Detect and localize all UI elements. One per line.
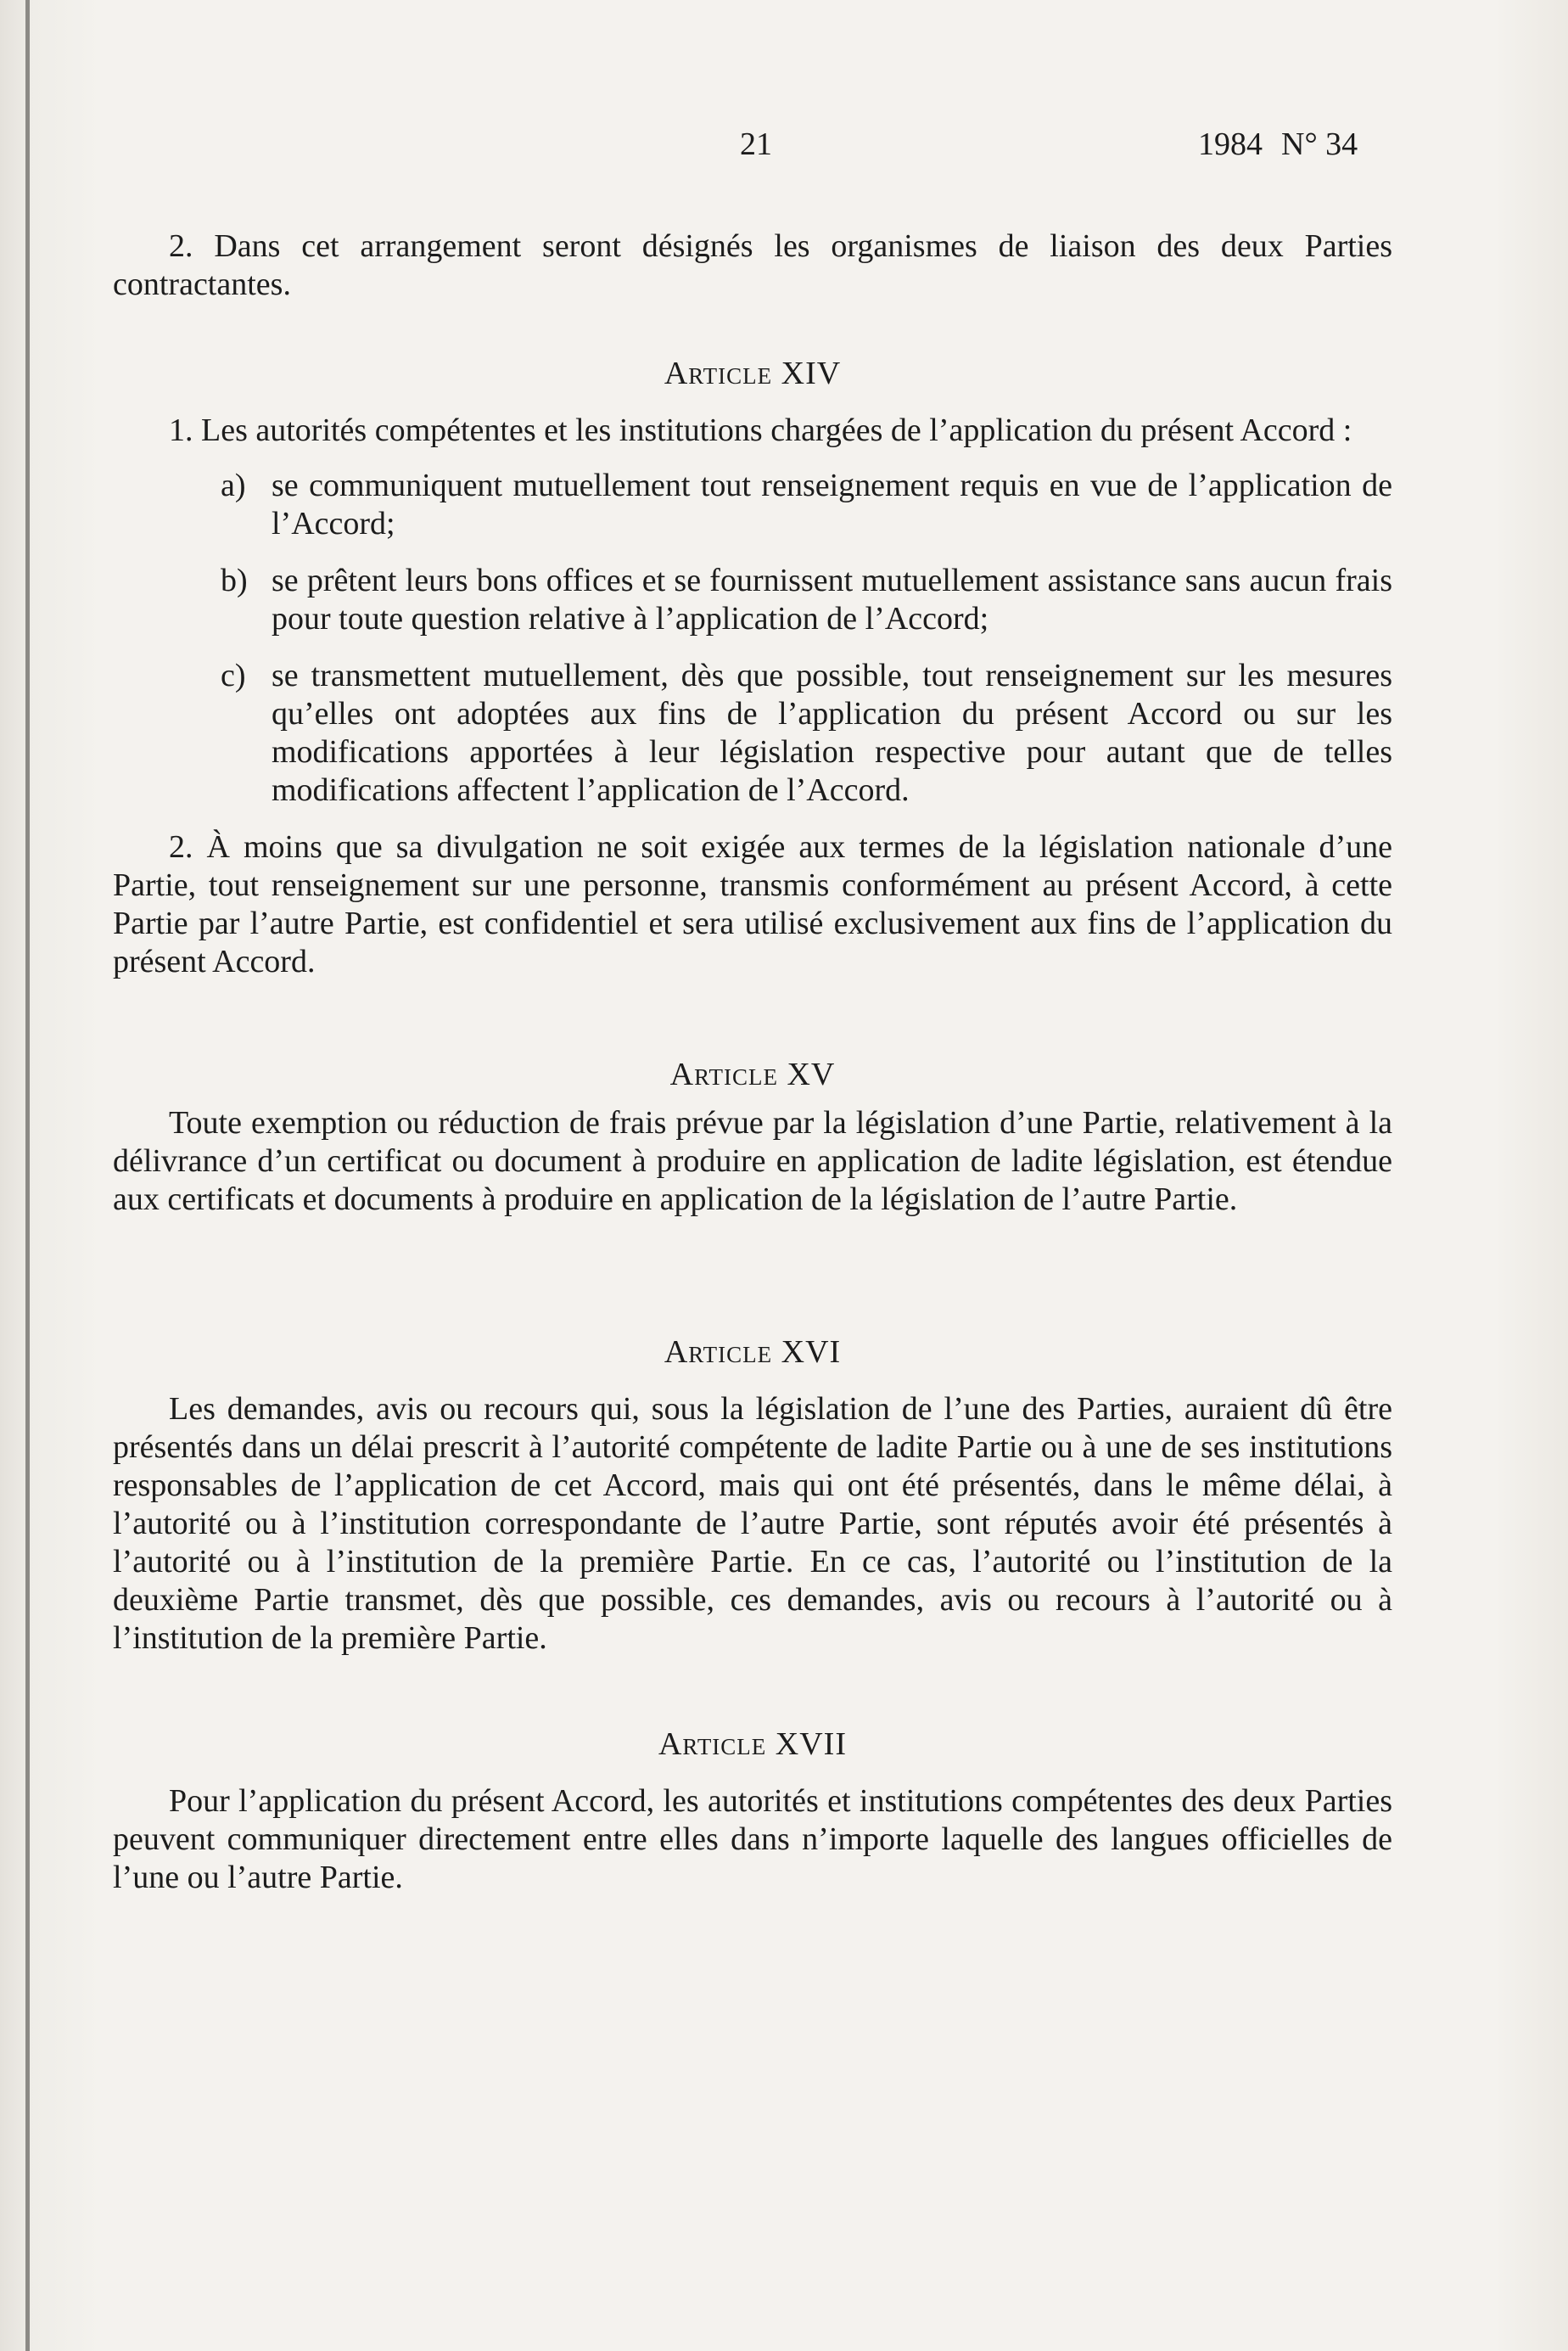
list-item	[113, 562, 1392, 638]
article-xv-text: Toute exemption ou réduction de frais prévue par la législation d’une Partie, relativement à la délivrance d’un certificat ou document à produire en application de ladite législation, est étendue aux certificats et documents à produire en application de la législation de l’autre Partie.	[113, 1105, 1392, 1217]
list-item	[113, 467, 1392, 543]
document-number: N° 34	[1281, 126, 1358, 162]
document-year: 1984	[1198, 126, 1263, 162]
article-xvii-title: Article XVII	[658, 1726, 847, 1762]
article-xiv-paragraph-1: 1. Les autorités compétentes et les institutions chargées de l’application du présent Accord :	[169, 412, 1352, 448]
article-xvi-title: Article XVI	[664, 1334, 842, 1370]
document-reference	[1198, 126, 1358, 163]
list-item-text: se communiquent mutuellement tout renseignement requis en vue de l’application de l’Accord;	[272, 468, 1392, 541]
article-xiv-paragraph-2: 2. À moins que sa divulgation ne soit exigée aux termes de la législation nationale d’une Partie, tout renseignement sur une personne, transmis conformément au présent Accord, à cette Partie par l’autre Partie, est confidentiel et sera utilisé exclusivement aux fins de l’application du présent Accord.	[113, 829, 1392, 979]
list-item-marker: a)	[221, 468, 246, 503]
page-header	[0, 126, 1568, 168]
document-body	[113, 227, 1392, 1897]
article-xiv-list	[113, 467, 1392, 810]
binding-edge	[25, 0, 30, 2351]
article-xiv-title: Article XIV	[664, 356, 842, 391]
list-item-text: se prêtent leurs bons offices et se fournissent mutuellement assistance sans aucun frais pour toute question relative à l’application de l’Accord;	[272, 563, 1392, 637]
article-xiii-paragraph-2: 2. Dans cet arrangement seront désignés les organismes de liaison des deux Parties contractantes.	[113, 228, 1392, 302]
list-item-text: se transmettent mutuellement, dès que possible, tout renseignement sur les mesures qu’elles ont adoptées aux fins de l’application du présent Accord ou sur les modifications apportées à leur législation respective pour autant que de telles modifications affectent l’application de l’Accord.	[272, 658, 1392, 808]
article-xv-title: Article XV	[669, 1057, 836, 1092]
list-item	[113, 657, 1392, 810]
article-xvii-text: Pour l’application du présent Accord, les autorités et institutions compétentes des deux Parties peuvent communiquer directement entre elles dans n’importe laquelle des langues officielles de l’une ou l’autre Partie.	[113, 1783, 1392, 1895]
list-item-marker: b)	[221, 563, 248, 598]
list-item-marker: c)	[221, 658, 246, 693]
page-number: 21	[740, 126, 772, 162]
article-xvi-text: Les demandes, avis ou recours qui, sous la législation de l’une des Parties, auraient dû être présentés dans un délai prescrit à l’autorité compétente de ladite Partie ou à une de ses institutions responsables de l’application de cet Accord, mais qui ont été présentés, dans le même délai, à l’autorité ou à l’institution correspondante de l’autre Partie, sont réputés avoir été présentés à l’autorité ou à l’institution de la première Partie. En ce cas, l’autorité ou l’institution de la deuxième Partie transmet, dès que possible, ces demandes, avis ou recours à l’autorité ou à l’institution de la première Partie.	[113, 1391, 1392, 1656]
